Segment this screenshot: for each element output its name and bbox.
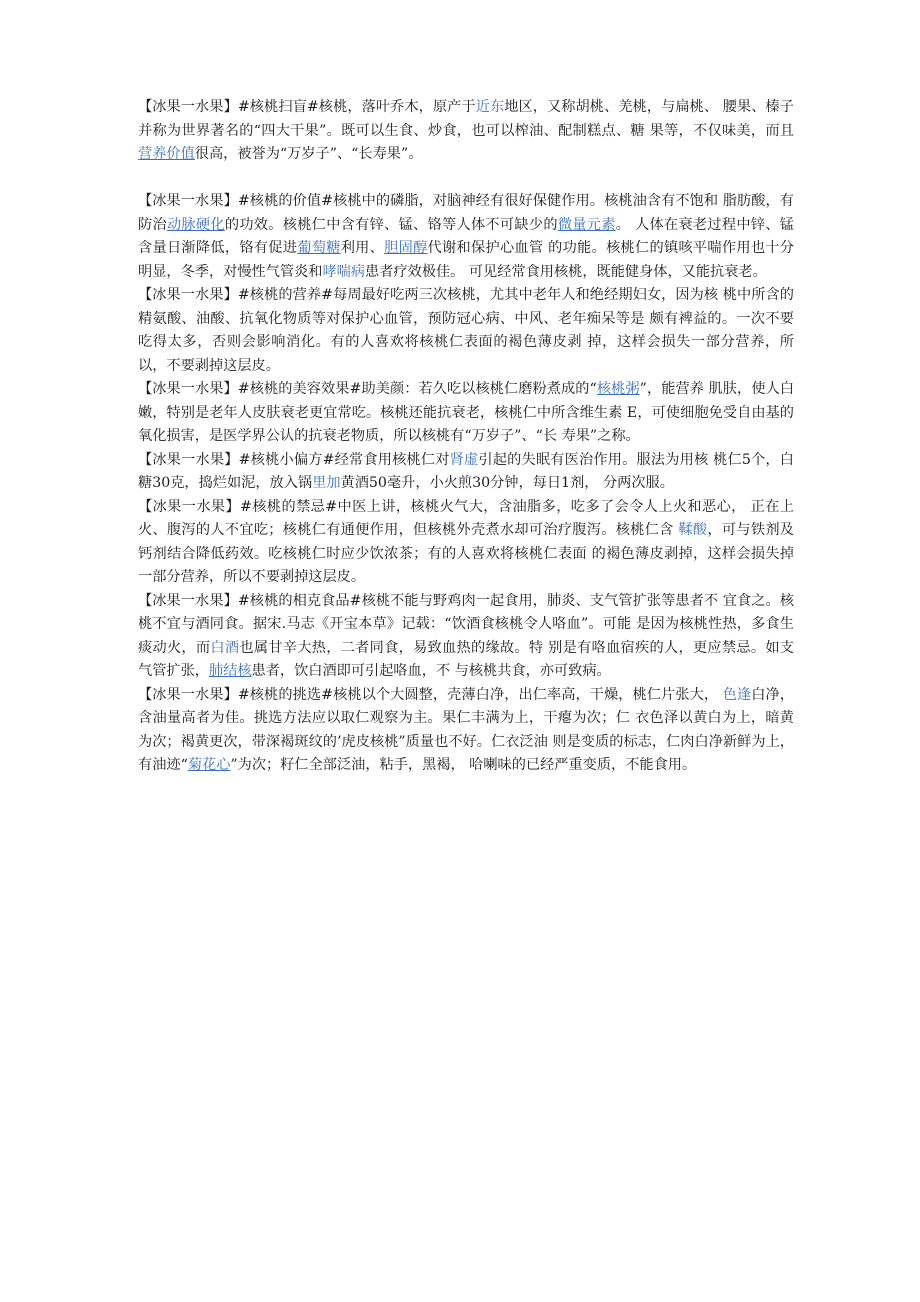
paragraph-text: 【冰果一水果】#核桃小偏方#经常食用核桃仁对 [138, 451, 450, 468]
paragraph-text: 黄酒50毫升，小火煎30分钟，每日1剂， 分两次服。 [340, 475, 674, 491]
document-body [138, 96, 794, 778]
term-link[interactable]: 葡萄糖 [297, 240, 341, 256]
term-link[interactable]: 肺结核 [208, 663, 252, 679]
term-link[interactable]: 里加 [312, 475, 341, 491]
paragraph-text: 的功效。核桃仁中含有锌、锰、铬等人体不可缺少的 [224, 216, 558, 233]
paragraph-p2 [138, 190, 794, 284]
paragraph-text: 【冰果一水果】#核桃的相克食品#核桃不能与野鸡肉一起食用，肺炎、支气管扩张等患者不 宜食之。核桃不宜与酒同食。据宋.马志《开宝本草》记载：“饮酒食核桃令人咯血”。可能 是因为核桃性热，多食生痰动火，而 [138, 592, 794, 656]
term-link[interactable]: 近东 [475, 99, 505, 115]
term-link[interactable]: 白酒 [210, 639, 240, 656]
term-link[interactable]: 菊花心 [187, 757, 231, 773]
term-link[interactable]: 色逢 [722, 686, 752, 703]
paragraph-text: 很高，被誉为“万岁子”、“长寿果”。 [194, 146, 423, 162]
term-link[interactable]: 哮喘病 [322, 263, 366, 280]
paragraph-text: 【冰果一水果】#核桃扫盲#核桃，落叶乔木，原产于 [138, 99, 476, 115]
term-link[interactable]: 动脉硬化 [166, 216, 225, 233]
paragraph-text: 【冰果一水果】#核桃的营养#每周最好吃两三次核桃，尤其中老年人和绝经期妇女，因为核 桃中所含的精氨酸、油酸、抗氧化物质等对保护心血管，预防冠心病、中风、老年痴呆等是 颇有裨益的。一次不要吃得太多，否则会影响消化。有的人喜欢将核桃仁表面的褐色薄皮剥 掉，这样会损失一部分营养，所以，不要剥掉这层皮。 [138, 287, 794, 374]
paragraph-p8 [138, 684, 794, 778]
term-link[interactable]: 微量元素 [557, 216, 616, 233]
term-link[interactable]: 鞣酸 [678, 522, 708, 538]
paragraph-p1 [138, 96, 794, 167]
term-link[interactable]: 营养价值 [138, 146, 195, 162]
paragraph-text: ，可与铁剂及钙剂结合降低药效。吃核桃仁时应少饮浓茶；有的人喜欢将核桃仁表面 的褐色薄皮剥掉，这样会损失掉一部分营养，所以不要剥掉这层皮。 [138, 522, 794, 585]
paragraph-p4 [138, 378, 794, 449]
paragraph-text: 患者疗效极佳。 可见经常食用核桃，既能健身体，又能抗衰老。 [365, 263, 767, 280]
paragraph-text: 【冰果一水果】#核桃的美容效果#助美颜：若久吃以核桃仁磨粉煮成的“ [138, 381, 597, 397]
paragraph-p5 [138, 449, 794, 496]
term-link[interactable]: 胆固醇 [384, 240, 428, 256]
paragraph-text: 也属甘辛大热，二者同食，易致血热的缘故。特 别是有咯血宿疾的人，更应禁忌。如支气管扩张， [138, 639, 794, 679]
paragraph-text: ”，能营养 肌肤，使人白嫩，特别是老年人皮肤衰老更宜常吃。核桃还能抗衰老，核桃仁中所含维生素 E，可使细胞免受自由基的氧化损害，是医学界公认的抗衰老物质，所以核桃有“万岁子”、“长 寿果”之称。 [138, 381, 795, 444]
paragraph-p6 [138, 496, 794, 590]
paragraph-text: 【冰果一水果】#核桃的价值#核桃中的磷脂，对脑神经有很好保健作用。核桃油含有不饱和 脂肪酸，有防治 [138, 193, 794, 233]
paragraph-p7 [138, 590, 794, 684]
paragraph-text: 地区，又称胡桃、羌桃，与扁桃、 腰果、榛子并称为世界著名的“四大干果”。既可以生食、炒食，也可以榨油、配制糕点、糖 果等，不仅味美，而且 [138, 99, 794, 139]
term-link[interactable]: 肾虚 [449, 451, 479, 468]
paragraph-text: ”为次；籽仁全部泛油，粘手，黑褐， 哈喇味的已经严重变质，不能食用。 [230, 757, 697, 773]
paragraph-text: 白净，含油量高者为佳。挑选方法应以取仁观察为主。果仁丰满为上，干瘪为次；仁 衣色泽以黄白为上，暗黄为次；褐黄更次，带深褐斑纹的’虎皮核桃”质量也不好。仁衣泛油 则是变质的标志，仁肉白净新鲜为上，有油迹“ [138, 686, 794, 773]
paragraph-text: 患者，饮白酒即可引起咯血，不 与核桃共食，亦可致病。 [251, 663, 611, 679]
paragraph-text: 【冰果一水果】#核桃的挑选#核桃以个大圆整，壳薄白净，出仁率高，干燥，桃仁片张大， [138, 686, 723, 703]
paragraph-text: 代谢和保护心血管 的功能。核桃仁的镇咳平喘作用也十分明显，冬季，对慢性气管炎和 [138, 240, 794, 280]
paragraph-p3 [138, 284, 794, 378]
paragraph-text: 引起的失眠有医治作用。服法为用核 桃仁5个，白糖30克，捣烂如泥，放入锅 [138, 451, 794, 491]
paragraph-text: 利用、 [340, 240, 385, 256]
term-link[interactable]: 核桃粥 [596, 381, 640, 397]
paragraph-text: 。 人体在衰老过程中锌、锰含量日渐降低，铬有促进 [138, 216, 794, 256]
paragraph-text: 【冰果一水果】#核桃的禁忌#中医上讲，核桃火气大，含油脂多，吃多了会令人上火和恶心， 正在上火、腹泻的人不宜吃；核桃仁有通便作用，但核桃外壳煮水却可治疗腹泻。核桃仁含 [138, 498, 794, 538]
